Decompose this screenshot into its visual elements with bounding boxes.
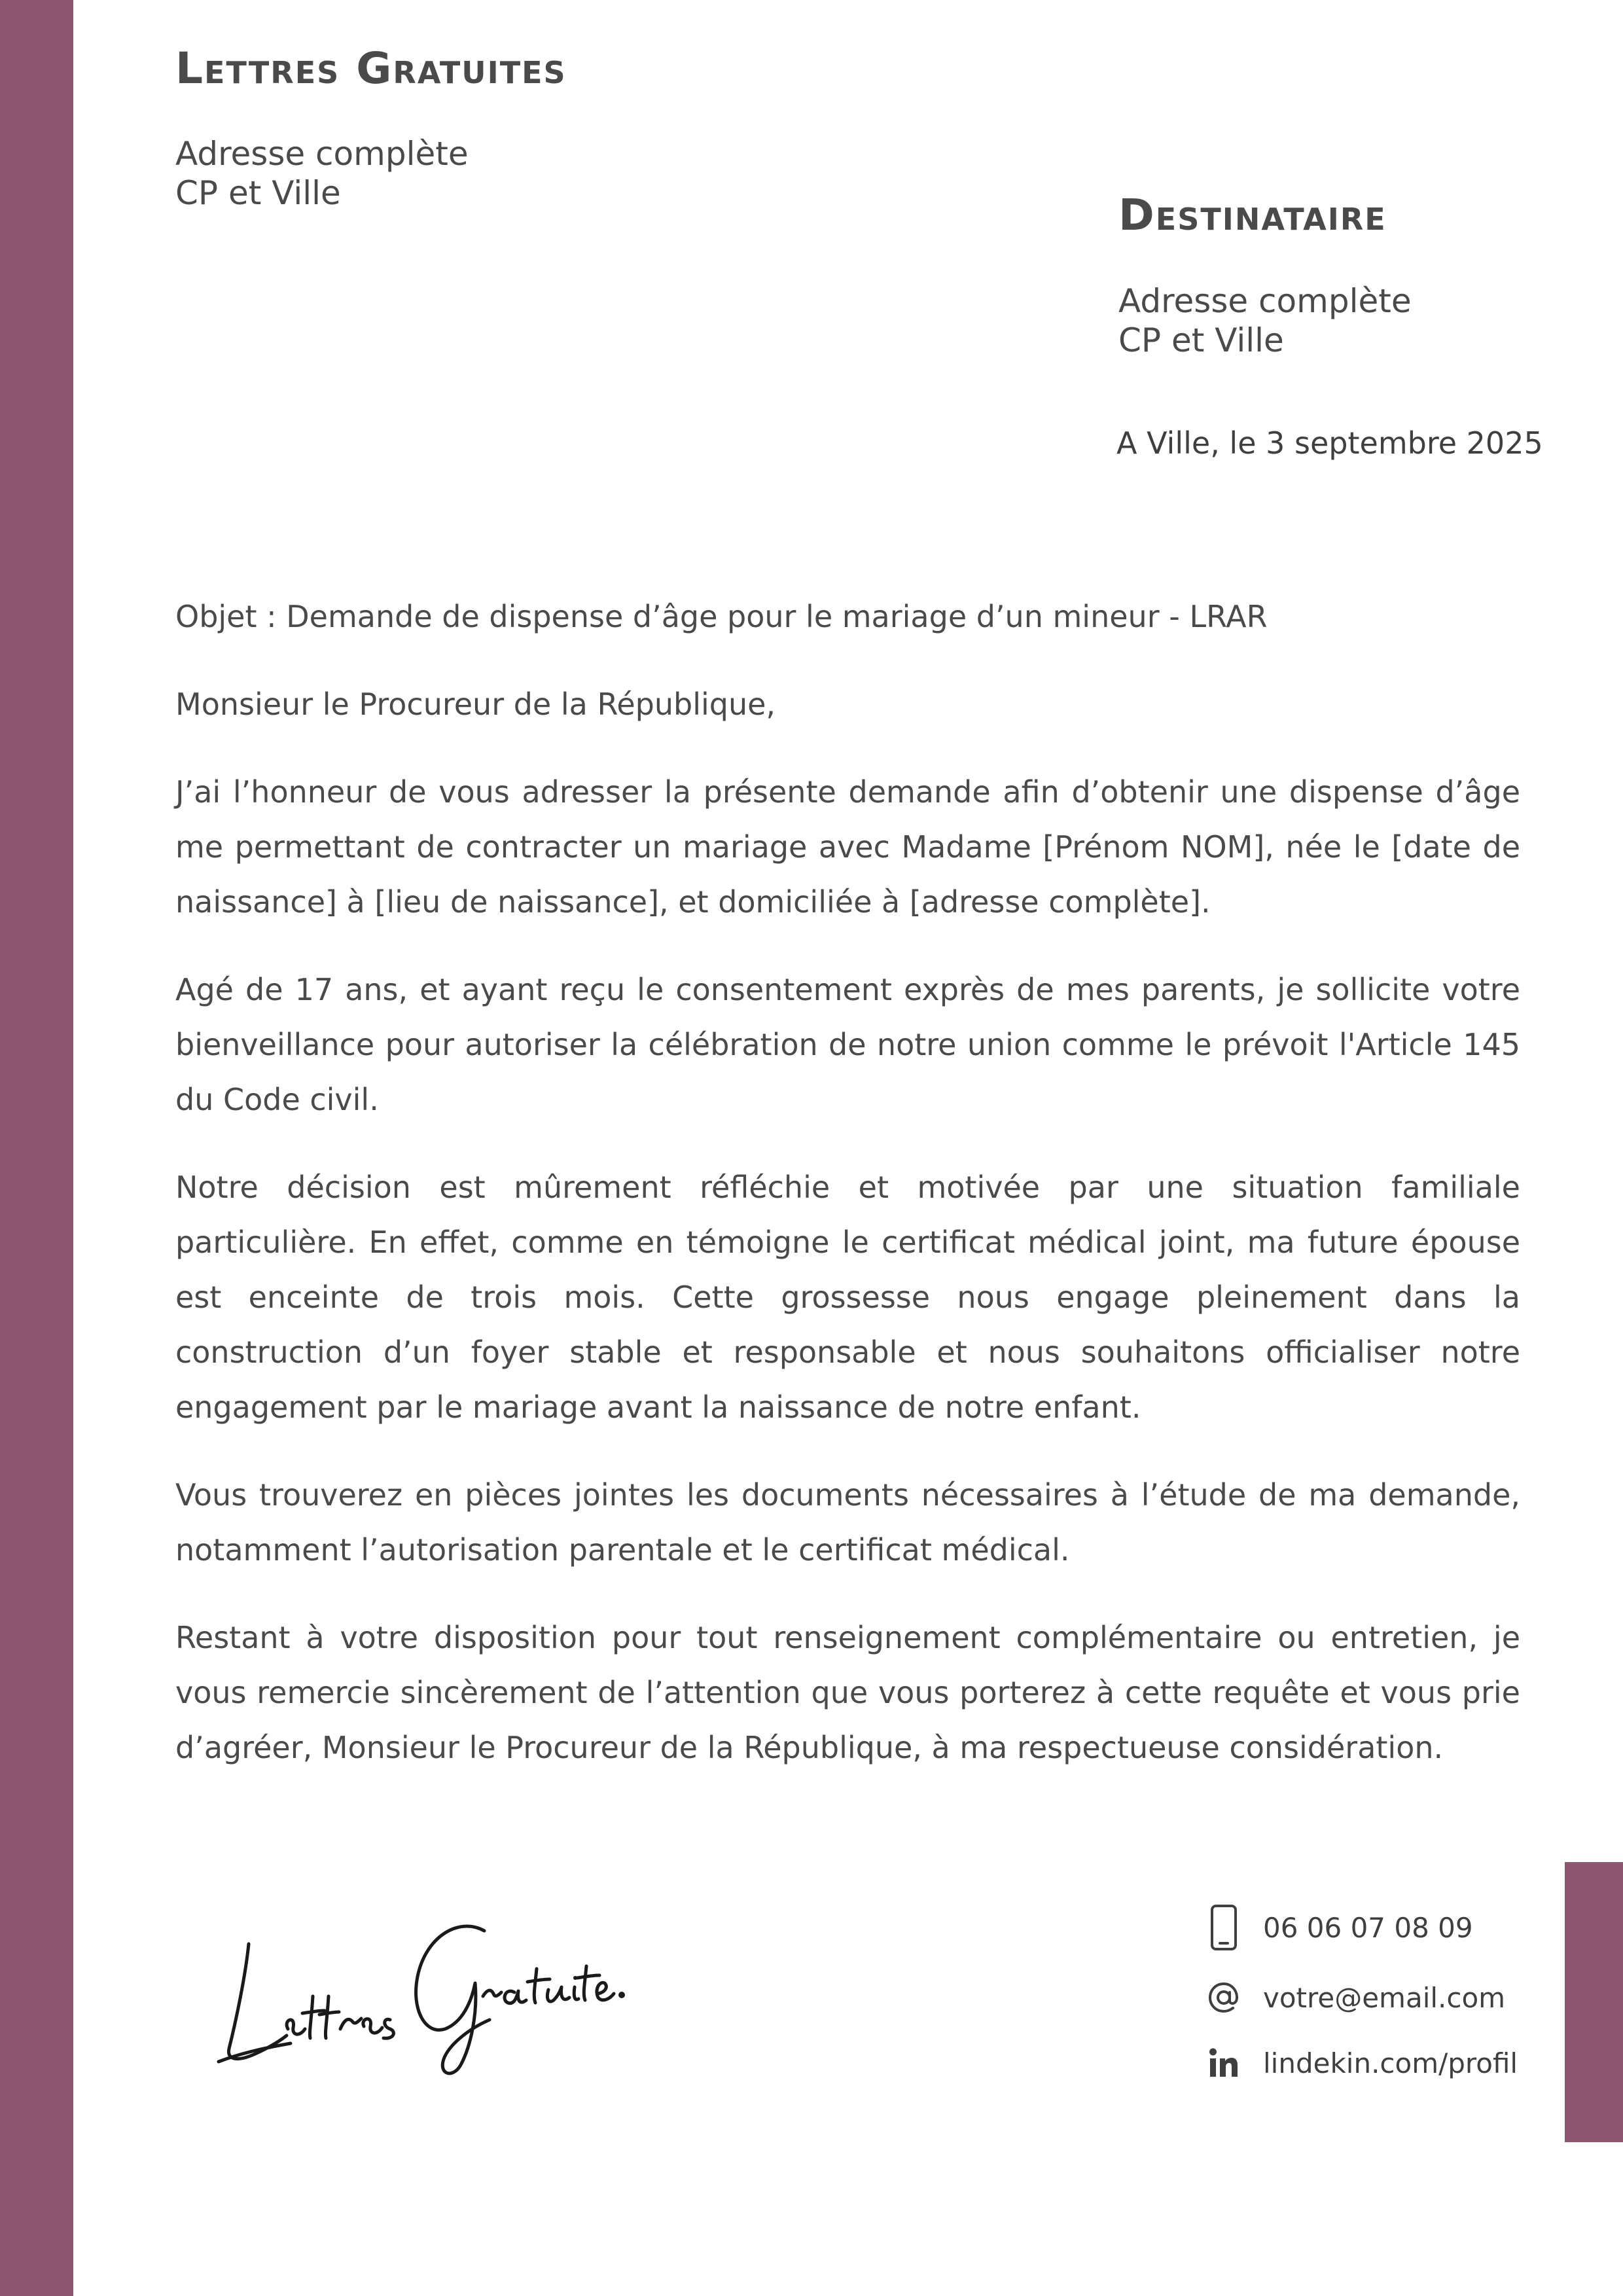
sender-name: Lettres Gratuites [175,43,567,94]
recipient-address [1118,281,1412,360]
letter-paragraph: Restant à votre disposition pour tout renseignement complémentaire ou entretien, je vous remercie sincèrement de l’attention que vous porterez à cette requête et vous prie d’agréer, Monsieur le Procureur de la République, à ma respectueuse considération. [175,1620,1520,1765]
recipient-name: Destinataire [1118,190,1387,240]
contact-phone [1204,1901,1531,1954]
contact-linkedin [1204,2037,1531,2089]
recipient-address-line2: CP et Ville [1118,321,1284,359]
email-address: votre@email.com [1263,1981,1506,2014]
recipient-address-line1: Adresse complète [1118,282,1412,320]
sender-address-line2: CP et Ville [175,174,341,212]
left-accent-band [0,0,73,2296]
letter-subject: Objet : Demande de dispense d’âge pour le mariage d’un mineur - LRAR [175,599,1268,634]
sender-address [175,134,469,213]
letter-paragraph: J’ai l’honneur de vous adresser la présente demande afin d’obtenir une dispense d’âge me permettant de contracter un mariage avec Madame [Prénom NOM], née le [date de naissance] à [lieu de naissance], et domiciliée à [adresse complète]. [175,774,1520,920]
sender-address-line1: Adresse complète [175,135,469,173]
smartphone-icon [1204,1901,1243,1954]
letter-paragraph: Notre décision est mûrement réfléchie et motivée par une situation familiale particulière. En effet, comme en témoigne le certificat médical joint, ma future épouse est enceinte de trois mois. Cette grossesse nous engage pleinement dans la construction d’un foyer stable et responsable et nous souhaitons officialiser notre engagement par le mariage avant la naissance de notre enfant. [175,1170,1520,1425]
phone-number: 06 06 07 08 09 [1263,1911,1473,1944]
contact-email [1204,1971,1531,2024]
letter-body [175,589,1520,1808]
letter-salutation: Monsieur le Procureur de la République, [175,687,776,722]
linkedin-icon [1204,2037,1243,2089]
letter-paragraph: Vous trouverez en pièces jointes les documents nécessaires à l’étude de ma demande, notamment l’autorisation parentale et le certificat médical. [175,1477,1520,1568]
linkedin-url: lindekin.com/profil [1263,2047,1518,2079]
right-accent-tab [1565,1862,1623,2142]
at-sign-icon [1204,1971,1243,2024]
letter-paragraph: Agé de 17 ans, et ayant reçu le consentement exprès de mes parents, je sollicite votre bienveillance pour autoriser la célébration de notre union comme le prévoit l'Article 145 du Code civil. [175,972,1520,1117]
date-line: A Ville, le 3 septembre 2025 [1116,425,1543,461]
handwritten-signature [209,1898,628,2081]
